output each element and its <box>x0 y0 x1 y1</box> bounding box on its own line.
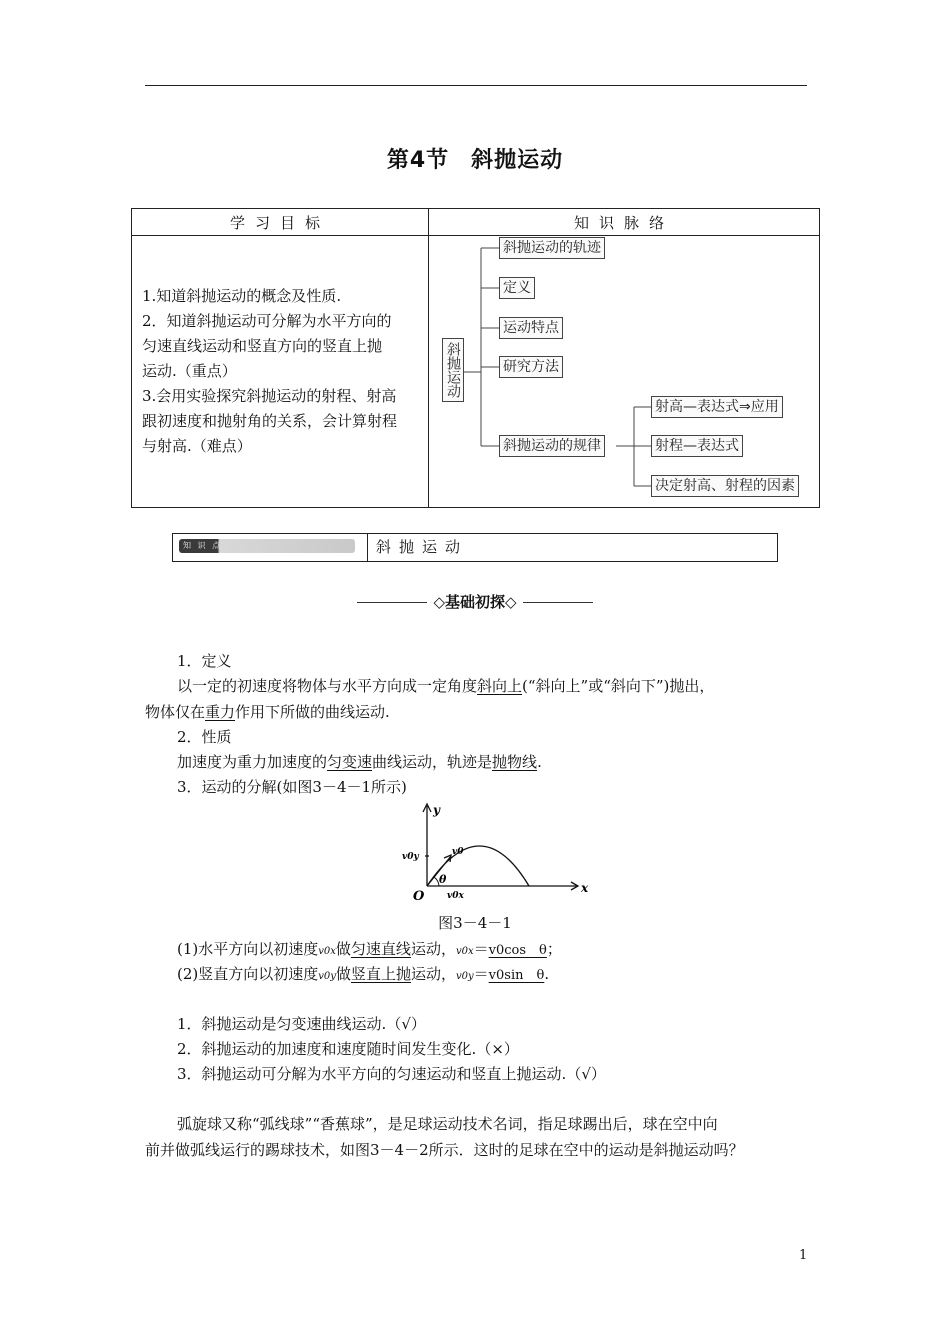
goal-line: 3.会用实验探究斜抛运动的射程、射高 <box>142 387 397 405</box>
banner-label: 斜抛运动 <box>376 538 469 556</box>
theta-label: θ <box>439 873 447 886</box>
definition-line-2: 物体仅在重力作用下所做的曲线运动. <box>145 703 390 721</box>
answer-blank: v0cos θ <box>488 943 547 958</box>
knowledge-map <box>429 236 820 508</box>
decomposition-heading: 3．运动的分解(如图3－4－1所示) <box>177 778 407 796</box>
goal-line: 与射高.（难点） <box>142 437 252 455</box>
projectile-figure <box>395 800 595 908</box>
mindmap-branch: 斜抛运动的轨迹 <box>499 237 605 259</box>
origin-label: O <box>413 889 425 904</box>
mindmap-connectors <box>429 236 820 508</box>
mindmap-root: 斜抛运动 <box>442 338 464 402</box>
title-text: 斜抛运动 <box>471 148 564 173</box>
axis-x-label: x <box>581 881 589 895</box>
judgment-item: 3．斜抛运动可分解为水平方向的匀速运动和竖直上抛运动.（√） <box>177 1065 606 1083</box>
answer-blank: 匀速直线 <box>350 940 411 958</box>
answer-blank: 匀变速 <box>327 753 373 771</box>
goals-list <box>132 236 429 508</box>
figure-caption: 图3－4－1 <box>438 914 512 932</box>
mindmap-sub-branch: 决定射高、射程的因素 <box>651 475 799 497</box>
header-rule <box>145 85 807 86</box>
goal-line: 运动.（重点） <box>142 362 237 380</box>
definition-line-1: 以一定的初速度将物体与水平方向成一定角度斜向上(“斜向上”或“斜向下”)抛出， <box>177 677 715 695</box>
page-number: 1 <box>799 1248 808 1263</box>
mindmap-branch: 运动特点 <box>499 317 563 339</box>
goals-header: 学习目标 <box>132 209 429 236</box>
question-line-1: 弧旋球又称“弧线球”“香蕉球”，是足球运动技术名词，指足球踢出后，球在空中向 <box>177 1115 718 1133</box>
answer-blank: 斜向上 <box>477 677 523 695</box>
judgment-item: 1．斜抛运动是匀变速曲线运动.（√） <box>177 1015 426 1033</box>
vertical-line: (2)竖直方向以初速度v0y做竖直上抛运动，v0y＝v0sin θ. <box>177 965 550 983</box>
badge-text: 知 识 点 <box>183 541 223 550</box>
page-title <box>0 143 950 174</box>
goal-line: 1.知道斜抛运动的概念及性质. <box>142 287 342 305</box>
mindmap-branch: 斜抛运动的规律 <box>499 435 605 457</box>
answer-blank: 重力 <box>205 703 236 721</box>
property-heading: 2．性质 <box>177 728 232 746</box>
question-line-2: 前并做弧线运行的踢球技术，如图3－4－2所示．这时的足球在空中的运动是斜抛运动吗？ <box>145 1141 744 1159</box>
property-line: 加速度为重力加速度的匀变速曲线运动，轨迹是抛物线. <box>177 753 542 771</box>
answer-blank: 抛物线 <box>492 753 538 771</box>
horizontal-line: (1)水平方向以初速度v0x做匀速直线运动，v0x＝v0cos θ； <box>177 940 562 958</box>
judgment-item: 2．斜抛运动的加速度和速度随时间发生变化.（×） <box>177 1040 519 1058</box>
goal-line: 2．知道斜抛运动可分解为水平方向的 <box>142 312 392 330</box>
knowledge-header: 知识脉络 <box>429 209 820 236</box>
v0y-label: v0y <box>402 852 419 862</box>
title-section-number: 第4节 <box>386 148 450 173</box>
mindmap-sub-branch: 射程—表达式 <box>651 435 743 457</box>
goal-line: 跟初速度和抛射角的关系，会计算射程 <box>142 412 398 430</box>
mindmap-sub-branch: 射高—表达式⇒应用 <box>651 396 783 418</box>
goal-line: 匀速直线运动和竖直方向的竖直上抛 <box>142 337 383 355</box>
section-heading <box>0 591 950 612</box>
v0x-label: v0x <box>447 891 464 901</box>
mindmap-branch: 研究方法 <box>499 356 563 378</box>
axis-y-label: y <box>433 803 440 817</box>
answer-blank: 竖直上抛 <box>350 965 411 983</box>
answer-blank: v0sin θ <box>488 968 545 983</box>
definition-heading: 1．定义 <box>177 652 232 670</box>
goals-table <box>131 208 820 508</box>
v0-label: v0 <box>452 847 464 857</box>
section-heading-text: ◇基础初探◇ <box>433 593 517 611</box>
mindmap-branch: 定义 <box>499 277 535 299</box>
knowledge-point-banner <box>172 533 778 562</box>
